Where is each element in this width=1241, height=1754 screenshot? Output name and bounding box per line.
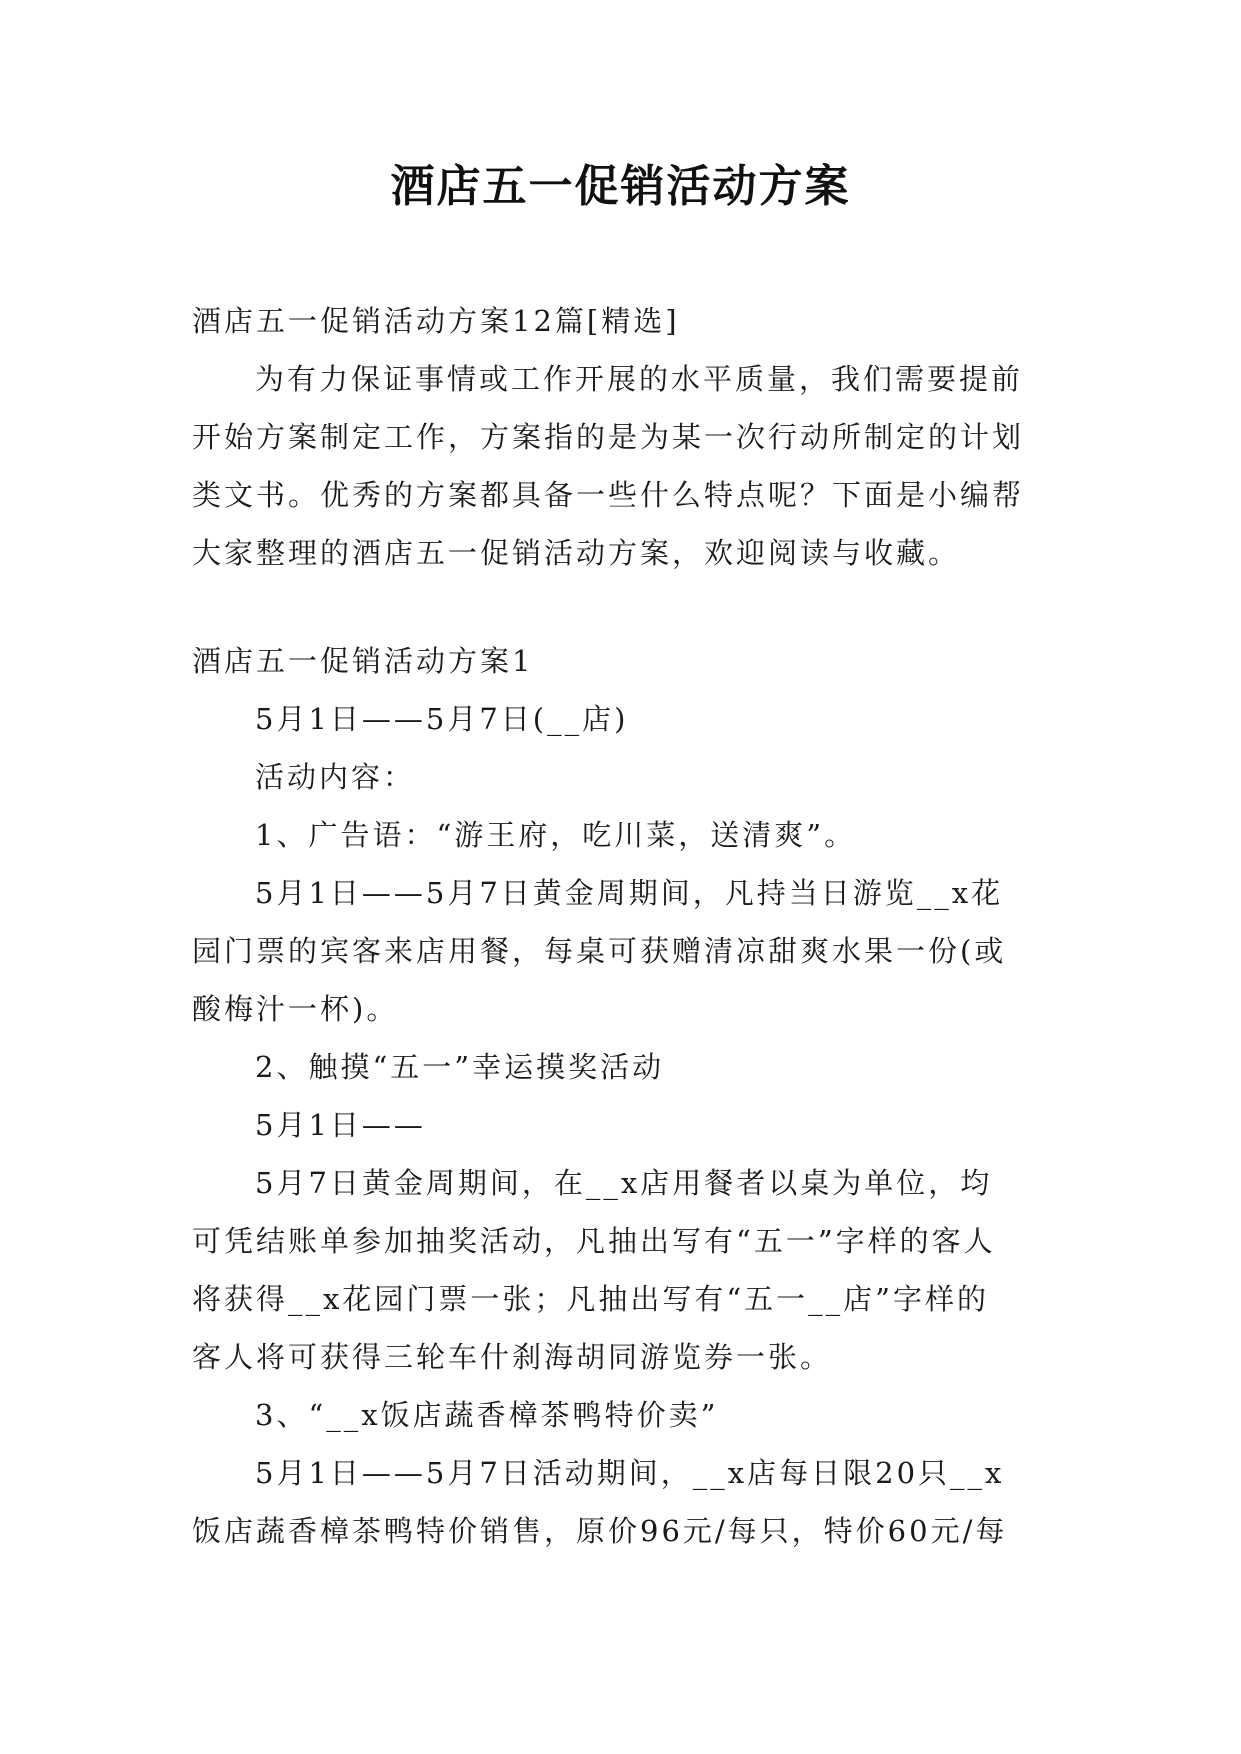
item-title: 1、广告语：“游王府，吃川菜，送清爽”。 [255, 818, 857, 852]
document-title: 酒店五一促销活动方案 [390, 161, 851, 212]
item-title: 3、“__x饭店蔬香樟茶鸭特价卖” [255, 1398, 719, 1432]
item-text-line: 5月1日——5月7日活动期间，__x店每日限20只__x [255, 1456, 1005, 1490]
item-text-line: 客人将可获得三轮车什刹海胡同游览券一张。 [192, 1340, 833, 1374]
item-text-line: 饭店蔬香樟茶鸭特价销售，原价96元/每只，特价60元/每 [192, 1514, 1008, 1548]
intro-line: 类文书。优秀的方案都具备一些什么特点呢？下面是小编帮 [192, 478, 1025, 512]
item-text-line: 将获得__x花园门票一张；凡抽出写有“五一__店”字样的 [192, 1282, 990, 1316]
section-heading: 酒店五一促销活动方案1 [192, 644, 534, 678]
item-text-line: 5月1日——5月7日黄金周期间，凡持当日游览__x花 [255, 876, 1004, 910]
date-range: 5月1日——5月7日(__店) [255, 702, 629, 736]
item-text-line: 园门票的宾客来店用餐，每桌可获赠清凉甜爽水果一份(或 [192, 934, 1007, 968]
content-label: 活动内容： [255, 760, 416, 794]
intro-line: 为有力保证事情或工作开展的水平质量，我们需要提前 [255, 362, 1024, 396]
item-title: 2、触摸“五一”幸运摸奖活动 [255, 1050, 665, 1084]
document-subtitle: 酒店五一促销活动方案12篇[精选] [192, 304, 680, 338]
item-text-line: 可凭结账单参加抽奖活动，凡抽出写有“五一”字样的客人 [192, 1224, 996, 1258]
intro-line: 开始方案制定工作，方案指的是为某一次行动所制定的计划 [192, 420, 1025, 454]
intro-line: 大家整理的酒店五一促销活动方案，欢迎阅读与收藏。 [192, 536, 961, 570]
item-date: 5月1日—— [255, 1108, 426, 1142]
section-spacer [192, 582, 1057, 632]
item-text-line: 5月7日黄金周期间，在__x店用餐者以桌为单位，均 [255, 1166, 993, 1200]
document-body [192, 292, 1057, 1560]
item-text-line: 酸梅汁一杯)。 [192, 992, 399, 1026]
